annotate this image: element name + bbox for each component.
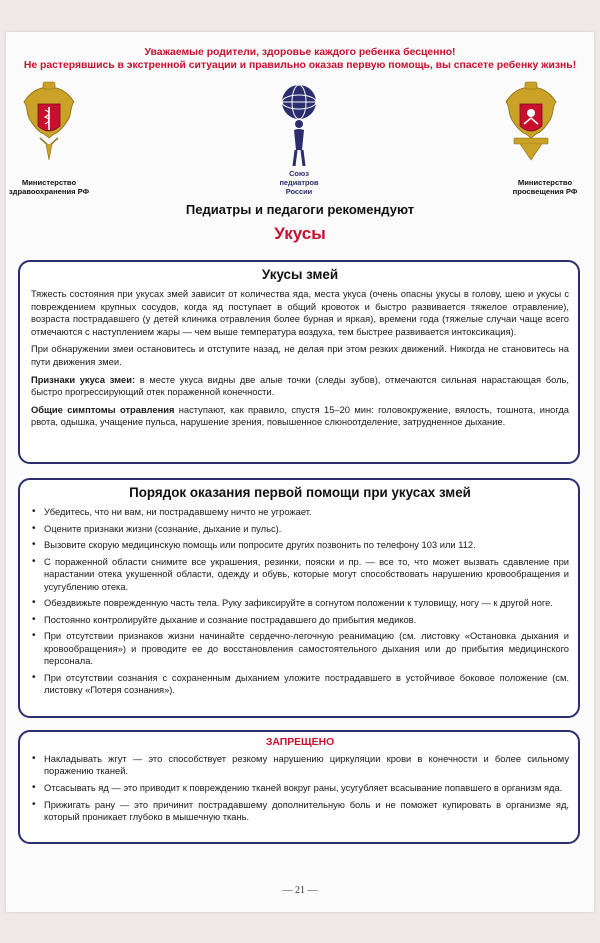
snake-bites-box <box>18 260 580 464</box>
list-item: • С пораженной области снимите все украшения, резинки, пояски и пр. — все то, что может вызвать сдавление при нарастании отека укушенной области, одежду и обувь, которые могут способствовать нарушению кровообращения и усугублению отека. <box>31 556 569 593</box>
poisoning-symptoms-paragraph: Общие симптомы отравления наступают, как правило, спустя 15–20 мин: головокружение, вялость, тошнота, иногда рвота, одышка, учащение пульса, нарушение зрения, повышенное слюноотделение, затрудненное дыхание. <box>31 404 570 428</box>
list-item: • Вызовите скорую медицинскую помощь или попросите других позвонить по телефону 103 или 112. <box>31 539 569 551</box>
forbidden-box <box>18 730 580 844</box>
forbidden-list <box>31 753 569 823</box>
list-item: • Постоянно контролируйте дыхание и сознание пострадавшего до прибытия медиков. <box>31 614 569 626</box>
snake-bites-paragraph: Тяжесть состояния при укусах змей зависит от количества яда, места укуса (очень опасны укусы в голову, шею и укусы с повреждением крупных сосудов, когда яд поступает в общий кровоток и быстро развивается тяжелое отравление), возраста пострадавшего (у детей клиника отравления более бурная и яркая), времени года (тяжелые случаи чаще всего отмечаются с наступлением жары — чем выше температура воздуха, тем быстрее развивается интоксикация). <box>31 289 569 337</box>
first-aid-list <box>31 506 569 697</box>
snake-bites-title: Укусы змей <box>261 267 339 282</box>
list-item: • Прижигать рану — это причинит пострадавшему дополнительную боль и не поможет купировать в организме яд, который проникает глубоко в мышечную ткань. <box>31 799 569 824</box>
list-item: • Накладывать жгут — это способствует резкому нарушению циркуляции крови в конечности и более сильному поражению тканей. <box>31 753 569 778</box>
pediatric-union-logo-icon <box>277 82 321 172</box>
first-aid-title: Порядок оказания первой помощи при укусах змей <box>129 485 471 500</box>
list-item: • При отсутствии сознания с сохраненным дыханием уложите пострадавшего в устойчивое боковое положение (см. листовку «Потеря сознания»). <box>31 672 569 697</box>
right-logo-caption: Министерство просвещения РФ <box>512 178 578 197</box>
snake-encounter-paragraph: При обнаружении змеи остановитесь и отступите назад, не делая при этом резких движений. Никогда не становитесь на пути движения змеи. <box>31 344 569 367</box>
ministry-education-emblem-icon <box>502 80 560 170</box>
ministry-health-emblem-icon <box>20 80 78 170</box>
page-title: Укусы <box>274 224 326 243</box>
list-item: • Убедитесь, что ни вам, ни пострадавшему ничто не угрожает. <box>31 506 569 518</box>
header-line-1: Уважаемые родители, здоровье каждого ребенка бесценно! <box>144 47 456 58</box>
list-item: • Оцените признаки жизни (сознание, дыхание и пульс). <box>31 523 569 535</box>
bite-signs-paragraph: Признаки укуса змеи: в месте укуса видны две алые точки (следы зубов), отмечаются сильная нарастающая боль, быстро прогрессирующий отек пораженной конечности. <box>31 374 570 398</box>
center-logo-caption: Союз педиатров России <box>279 169 319 196</box>
list-item: • Отсасывать яд — это приводит к повреждению тканей вокруг раны, усугубляет всасывание попавшего в организм яда. <box>31 782 569 794</box>
list-item: • При отсутствии признаков жизни начинайте сердечно-легочную реанимацию (см. листовку «Остановка дыхания и кровообращения») и проводите ее до восстановления самостоятельного дыхания или до прибытия медицинского персонала. <box>31 630 569 667</box>
list-item: • Обездвижьте поврежденную часть тела. Руку зафиксируйте в согнутом положении к туловищу, ногу — к другой ноге. <box>31 597 569 609</box>
document-page <box>6 32 594 912</box>
page-number: — 21 — <box>282 885 318 896</box>
forbidden-title: ЗАПРЕЩЕНО <box>265 737 335 748</box>
first-aid-box <box>18 478 580 718</box>
header-line-2: Не растерявшись в экстренной ситуации и правильно оказав первую помощь, вы спасете ребенку жизнь! <box>23 60 577 71</box>
left-logo-caption: Министерство здравоохранения РФ <box>8 178 90 197</box>
recommend-heading: Педиатры и педагоги рекомендуют <box>185 202 415 217</box>
